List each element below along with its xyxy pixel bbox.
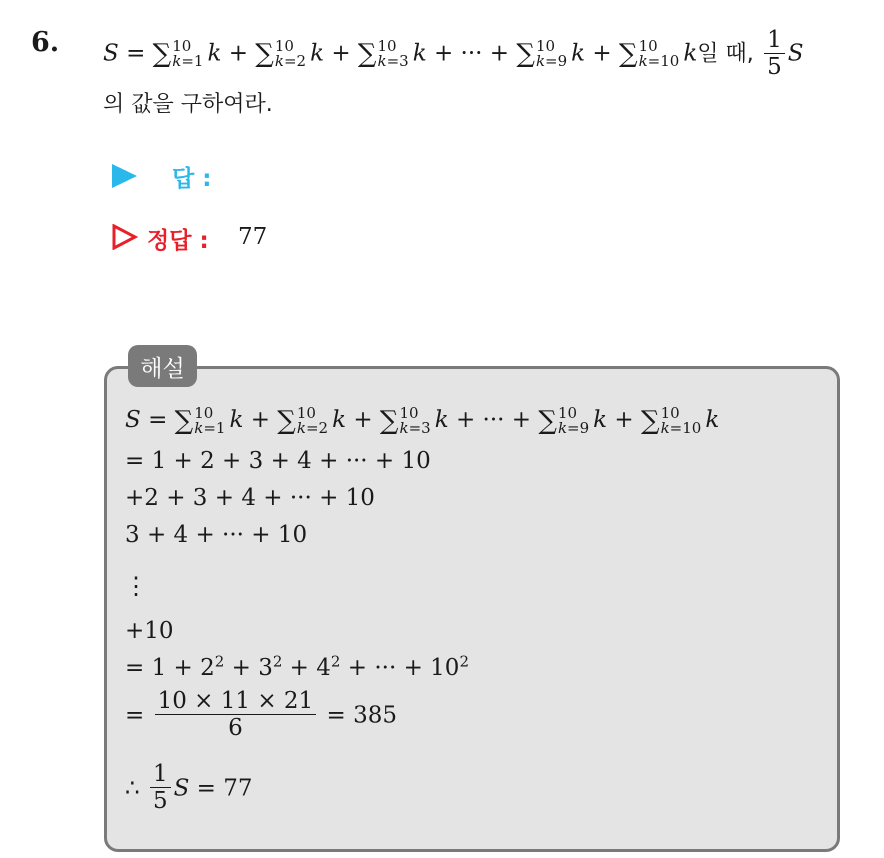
sum-term: ∑ 10 k=10: [641, 404, 702, 437]
solution-line-1: S = ∑ 10 k=1 k + ∑ 10 k=2 k + ∑ 10 k=3 k + ··· + ∑ 10 k=9 k + ∑ 10 k=10 k: [125, 404, 720, 437]
solution-line-3: +2 + 3 + 4 + ··· + 10: [125, 485, 375, 511]
solution-line-2: = 1 + 2 + 3 + 4 + ··· + 10: [125, 448, 431, 474]
play-arrow-icon: [112, 164, 138, 188]
sum-term: ∑ 10 k=1: [152, 37, 204, 71]
solution-line-9: ∴ $\frac{1}{5}$ S = 77: [125, 761, 253, 815]
solution-line-6: +10: [125, 618, 174, 644]
solution-tab: 해설: [128, 345, 197, 387]
one-fifth-fraction: $\frac{1}{5}$: [764, 28, 785, 81]
question-text-line2: 의 값을 구하여라.: [103, 92, 273, 117]
one-fifth-fraction: $\frac{1}{5}$: [150, 762, 171, 815]
sum-of-squares-fraction: $\frac{10 \times 11 \times 21}{6}$: [155, 689, 317, 742]
question-number: 6.: [31, 27, 60, 58]
question-formula: S = ∑ 10 k=1 k + ∑ 10 k=2 k + ∑ 10 k=3 k + ··· + ∑ 10 k=9 k + ∑ 10 k=10 k일 때, $\frac{1}{5}$ S: [103, 27, 804, 81]
sum-term: ∑ 10 k=2: [277, 404, 329, 437]
solution-line-4: 3 + 4 + ··· + 10: [125, 522, 308, 548]
sum-term: ∑ 10 k=10: [619, 37, 680, 71]
correct-answer-label: 정답 :: [147, 228, 209, 254]
correct-answer-value: 77: [238, 224, 268, 250]
solution-line-vdots: ⋮: [124, 572, 148, 600]
solution-line-8: = $\frac{10 \times 11 \times 21}{6}$ = 385: [125, 688, 397, 742]
sum-term: ∑ 10 k=2: [255, 37, 307, 71]
solution-result-385: = 385: [326, 702, 397, 729]
sum-term: ∑ 10 k=9: [538, 404, 590, 437]
solution-result-77: = 77: [196, 775, 253, 802]
sum-term: ∑ 10 k=3: [379, 404, 431, 437]
question-when-text: 일 때,: [697, 41, 754, 67]
sum-term: ∑ 10 k=9: [516, 37, 568, 71]
sum-term: ∑ 10 k=3: [357, 37, 409, 71]
answer-label: 답 :: [172, 166, 212, 192]
outline-arrow-icon: [112, 224, 138, 250]
therefore-symbol: ∴: [125, 775, 140, 802]
solution-line-7: = $1 + 2^2 + 3^2 + 4^2$ + ··· + $10^2$: [125, 652, 469, 681]
sum-term: ∑ 10 k=1: [174, 404, 226, 437]
